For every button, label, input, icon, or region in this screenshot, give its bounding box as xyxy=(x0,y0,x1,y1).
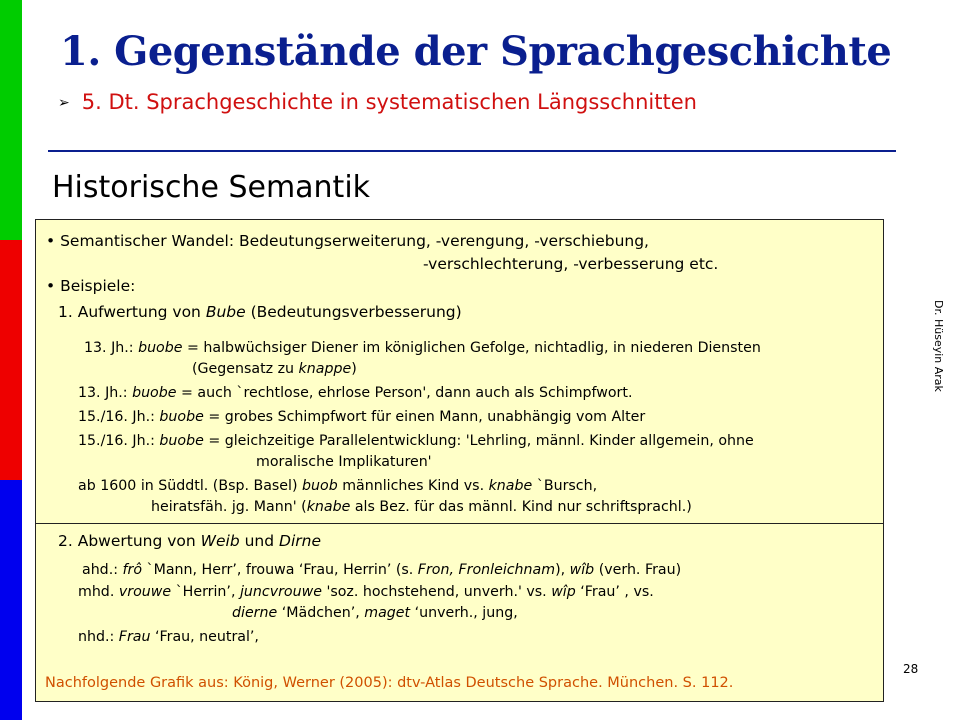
sidebar-blue-block xyxy=(0,480,22,720)
text: (Gegensatz zu xyxy=(192,361,299,377)
term: knabe xyxy=(306,499,351,515)
term: dierne xyxy=(232,605,278,621)
slide-title: 1. Gegenstände der Sprachgeschichte xyxy=(60,28,892,75)
example-line xyxy=(84,340,761,356)
text: = auch `rechtlose, ehrlose Person', dann auch als Schimpfwort. xyxy=(176,385,633,401)
sidebar-red-block xyxy=(0,240,22,480)
text: = gleichzeitige Parallelentwicklung: 'Lehrling, männl. Kinder allgemein, ohne xyxy=(203,433,754,449)
text: `Mann, Herr’, frouwa ‘Frau, Herrin’ (s. xyxy=(142,562,418,578)
term: buob xyxy=(302,478,338,494)
term: buobe xyxy=(132,385,177,401)
term: buobe xyxy=(159,409,204,425)
term: Fron, Fronleichnam xyxy=(417,562,556,578)
text: nhd.: xyxy=(78,629,119,645)
sidebar-green-block xyxy=(0,0,22,240)
text: 15./16. Jh.: xyxy=(78,433,160,449)
example-line xyxy=(78,409,645,425)
example-line: moralische Implikaturen' xyxy=(256,454,432,470)
text: = grobes Schimpfwort für einen Mann, unabhängig vom Alter xyxy=(203,409,646,425)
text: mhd. xyxy=(78,584,119,600)
text: `Herrin’, xyxy=(171,584,240,600)
semantics-box xyxy=(35,219,884,524)
term: wîp xyxy=(551,584,576,600)
term: knabe xyxy=(488,478,533,494)
arrow-bullet-icon: ➢ xyxy=(58,95,70,111)
author-name: Dr. Hüseyin Arak xyxy=(932,300,945,392)
nhd-line xyxy=(78,629,259,645)
text: als Bez. für das männl. Kind nur schriftsprachl.) xyxy=(350,499,692,515)
title-divider xyxy=(48,150,896,152)
text: ), xyxy=(555,562,570,578)
text: 15./16. Jh.: xyxy=(78,409,160,425)
bullet-beispiele: • Beispiele: xyxy=(46,277,136,295)
text: 2. Abwertung von xyxy=(58,532,201,550)
example-line xyxy=(78,478,597,494)
abwertung-heading xyxy=(58,532,321,550)
term: vrouwe xyxy=(118,584,172,600)
term: buobe xyxy=(138,340,183,356)
term-weib: Weib xyxy=(200,532,240,550)
text: ‘Frau’ , vs. xyxy=(575,584,654,600)
slide-subtitle xyxy=(58,90,697,114)
mhd-line xyxy=(78,584,654,600)
text: 'soz. hochstehend, unverh.' vs. xyxy=(321,584,552,600)
section-heading: Historische Semantik xyxy=(52,170,371,205)
term: wîb xyxy=(569,562,595,578)
text: und xyxy=(239,532,280,550)
text: ‘unverh., jung, xyxy=(410,605,518,621)
term: frô xyxy=(122,562,143,578)
example-line xyxy=(192,361,357,377)
text: ‘Mädchen’, xyxy=(277,605,365,621)
example-line xyxy=(78,385,632,401)
term-bube: Bube xyxy=(205,303,246,321)
term-dirne: Dirne xyxy=(279,532,321,550)
color-sidebar xyxy=(0,0,22,720)
text: 13. Jh.: xyxy=(78,385,133,401)
text: ahd.: xyxy=(82,562,123,578)
term: juncvrouwe xyxy=(239,584,322,600)
text: ) xyxy=(351,361,357,377)
mhd-line-cont xyxy=(232,605,518,621)
text: 13. Jh.: xyxy=(84,340,139,356)
bullet-semantischer-wandel: • Semantischer Wandel: Bedeutungserweiterung, -verengung, -verschiebung, xyxy=(46,232,649,250)
text: (Bedeutungsverbesserung) xyxy=(245,303,462,321)
aufwertung-heading xyxy=(58,303,462,321)
subtitle-text: 5. Dt. Sprachgeschichte in systematischen Längsschnitten xyxy=(81,90,697,114)
text: (verh. Frau) xyxy=(594,562,682,578)
ahd-line xyxy=(82,562,681,578)
term: knappe xyxy=(298,361,352,377)
text: heiratsfäh. jg. Mann' ( xyxy=(151,499,307,515)
text: ‘Frau, neutral’, xyxy=(150,629,259,645)
text: = halbwüchsiger Diener im königlichen Gefolge, nichtadlig, in niederen Diensten xyxy=(182,340,761,356)
source-note: Nachfolgende Grafik aus: König, Werner (2005): dtv-Atlas Deutsche Sprache. München. S. 112. xyxy=(45,675,734,691)
term: Frau xyxy=(118,629,151,645)
text: 1. Aufwertung von xyxy=(58,303,206,321)
example-line xyxy=(78,433,754,449)
term: maget xyxy=(364,605,411,621)
abwertung-box xyxy=(35,524,884,702)
text: ab 1600 in Süddtl. (Bsp. Basel) xyxy=(78,478,303,494)
text: männliches Kind vs. xyxy=(337,478,489,494)
term: buobe xyxy=(159,433,204,449)
text: `Bursch, xyxy=(532,478,598,494)
page-number: 28 xyxy=(903,662,919,676)
example-line xyxy=(151,499,692,515)
bullet-semantischer-wandel-cont: -verschlechterung, -verbesserung etc. xyxy=(423,255,719,273)
